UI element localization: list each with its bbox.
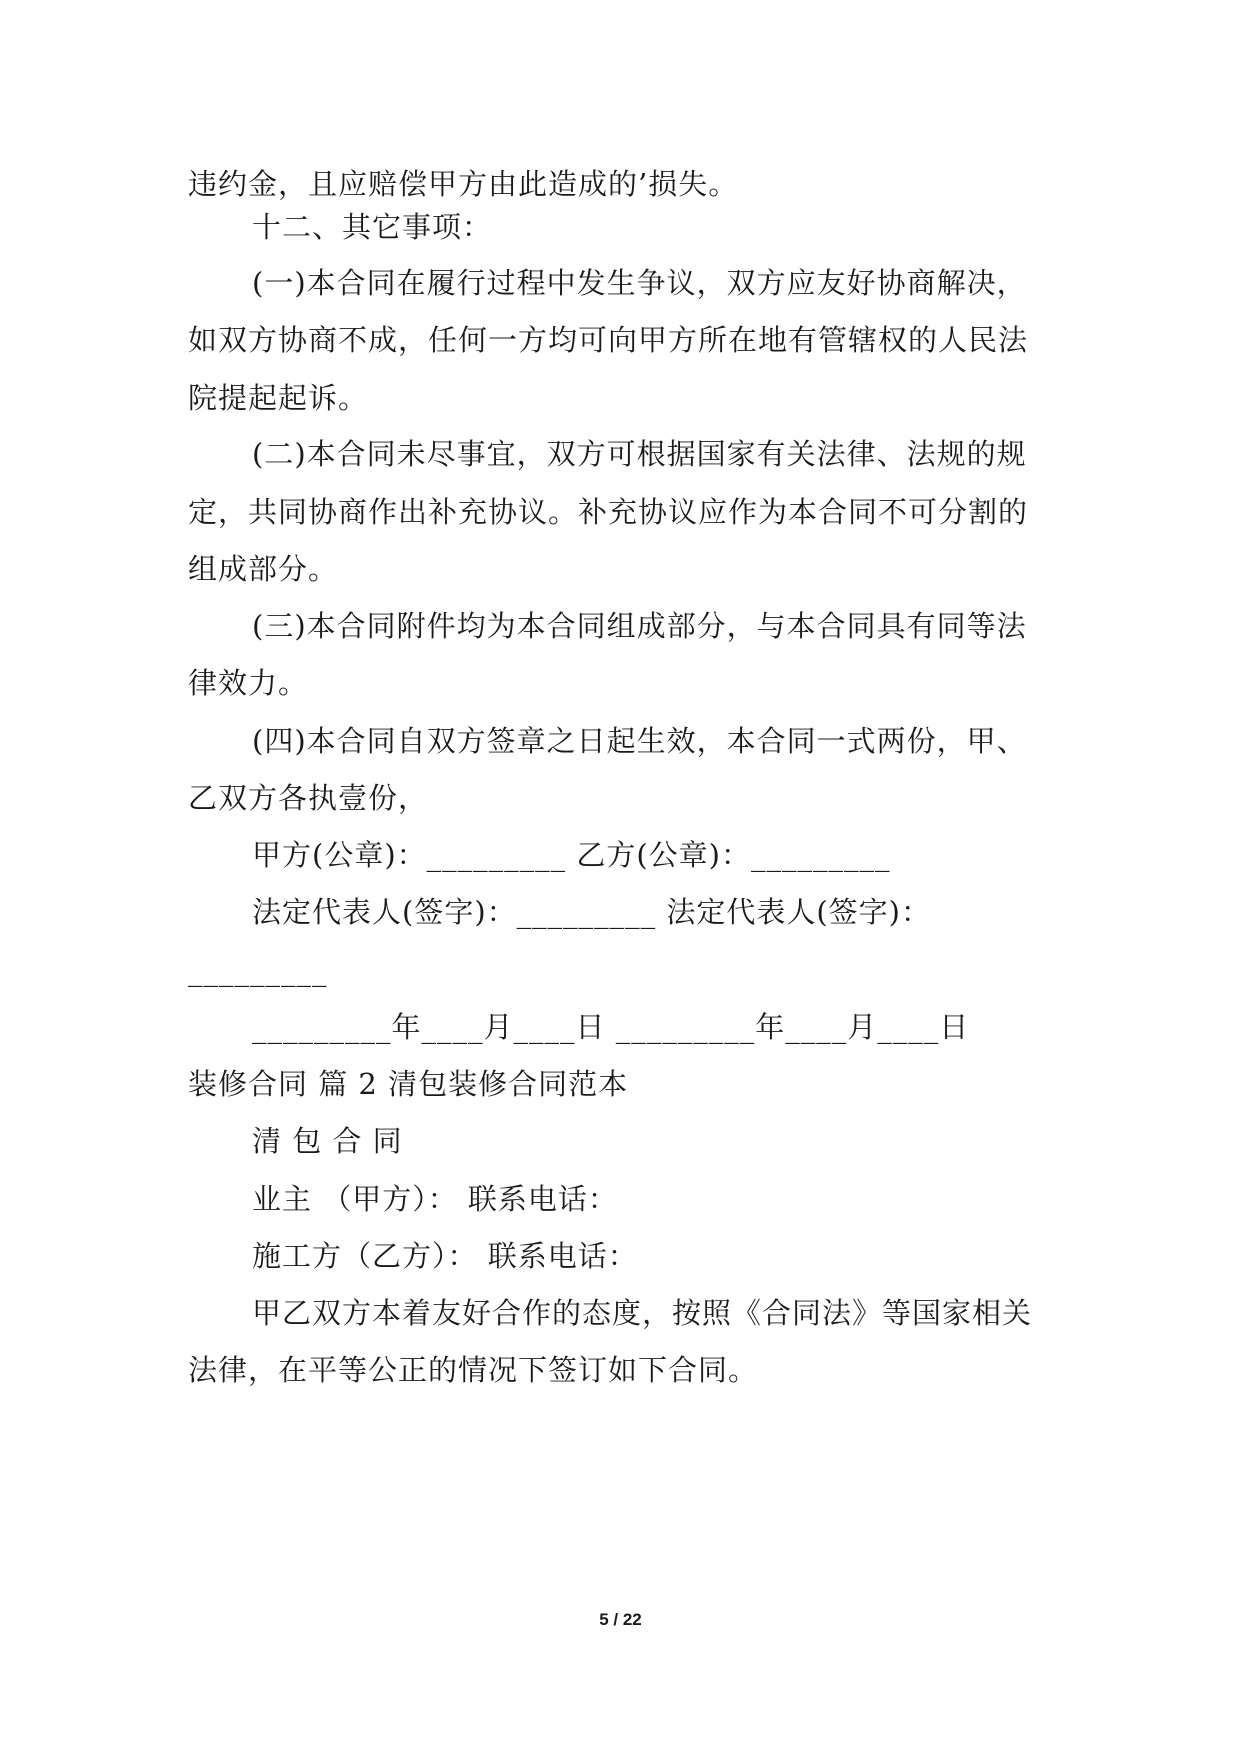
- page-number: 5 / 22: [599, 1610, 642, 1629]
- text-line: 乙双方各执壹份，: [188, 781, 429, 815]
- section-heading: 装修合同 篇 2 清包装修合同范本: [188, 1067, 629, 1101]
- text-line: 律效力。: [188, 666, 309, 700]
- signature-line: 法定代表人(签字)：_________ 法定代表人(签字)：: [252, 895, 931, 929]
- text-line: 业主 （甲方）： 联系电话：: [252, 1182, 618, 1216]
- text-line: 甲乙双方本着友好合作的态度，按照《合同法》等国家相关: [252, 1296, 1033, 1330]
- section-heading: 十二、其它事项：: [252, 210, 493, 244]
- text-line: 违约金，且应赔偿甲方由此造成的’损失。: [188, 167, 739, 201]
- text-line: (一)本合同在履行过程中发生争议，双方应友好协商解决，: [252, 266, 1027, 300]
- text-line: 施工方（乙方）： 联系电话：: [252, 1239, 638, 1273]
- signature-line: 甲方(公章)：_________ 乙方(公章)：_________: [252, 838, 891, 872]
- text-line: 如双方协商不成，任何一方均可向甲方所在地有管辖权的人民法: [188, 323, 1029, 357]
- date-line: _________年____月____日 _________年____月____日: [252, 1010, 970, 1044]
- text-line: 组成部分。: [188, 552, 339, 586]
- text-line: (二)本合同未尽事宜，双方可根据国家有关法律、法规的规: [252, 437, 1027, 471]
- text-line: 定，共同协商作出补充协议。补充协议应作为本合同不可分割的: [188, 495, 1029, 529]
- text-line: (三)本合同附件均为本合同组成部分，与本合同具有同等法: [252, 609, 1027, 643]
- text-line: 法律，在平等公正的情况下签订如下合同。: [188, 1353, 759, 1387]
- signature-line: _________: [188, 953, 328, 987]
- text-line: 院提起起诉。: [188, 381, 369, 415]
- contract-title: 清 包 合 同: [252, 1124, 403, 1158]
- text-line: (四)本合同自双方签章之日起生效，本合同一式两份，甲、: [252, 724, 1027, 758]
